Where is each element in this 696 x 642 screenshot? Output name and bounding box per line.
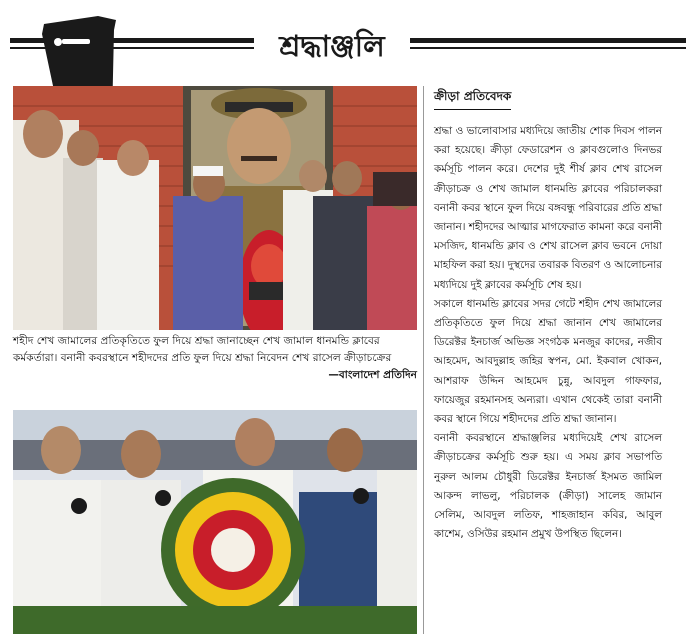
article-paragraph: শ্রদ্ধা ও ভালোবাসার মধ্যদিয়ে জাতীয় শোক দিবস পালন করা হয়েছে। ক্রীড়া ফেডারেশন ও ক্লাবগুলোও দিনভর কর্মসূচি পালন করে। দেশের দুই শীর্ষ ক্লাব শেখ রাসেল ক্রীড়াচক্র ও শেখ জামাল ধানমন্ডি ক্লাবের পরিচালকরা বনানী কবর স্থানে ফুল দিয়ে বঙ্গবন্ধু পরিবারের প্রতি শ্রদ্ধা জানান। শহীদদের আত্মার মাগফেরাত কামনা করে বনানী মসজিদ, ধানমন্ডি ক্লাব ও শেখ রাসেল ক্লাব ভবনে দোয়া মাহফিল করা হয়। দুস্থদের তবারক বিতরণ ও আলোচনার মধ্যদিয়ে দুই ক্লাবের কর্মসূচি শেষ হয়।: [434, 125, 663, 291]
photo-wreath-tribute-art: [13, 410, 417, 634]
article-paragraph: সকালে ধানমন্ডি ক্লাবের সদর গেটে শহীদ শেখ জামালের প্রতিকৃতিতে ফুল দিয়ে শ্রদ্ধা জানান শেখ জামালের ডিরেক্টর ইনচার্জ অভিজ্ঞ সংগঠক মনজুর কাদের, নজীব আহমেদ, আবদুল্লাহ জহির স্বপন, মো. ইকবাল খোকন, আশরাফ উদ্দিন আহমেদ চুন্নু, আবদুল গাফফার, ফায়েজুর রহমানসহ অন্যরা। এখান থেকেই তারা বনানী কবর স্থানে গিয়ে শহীদদের প্রতি শ্রদ্ধা জানান।: [434, 297, 662, 426]
page-heading: শ্রদ্ধাঞ্জলি: [279, 29, 385, 63]
photo1-caption: [13, 333, 417, 384]
photo-portrait-tribute: [13, 86, 417, 330]
banner-rule-right-top: [410, 38, 686, 43]
article-byline: ক্রীড়া প্রতিবেদক: [434, 88, 511, 110]
article-paragraph: বনানী কবরস্থানে শ্রদ্ধাঞ্জলির মধ্যদিয়েই শেখ রাসেল ক্রীড়াচক্রের কর্মসূচি শুরু হয়। এ সময় ক্লাব সভাপতি নুরুল আলম চৌধুরী ডিরেক্টর ইনচার্জ ইসমত জামিল আকন্দ লাভলু, পরিচালক (ক্রীড়া) সালেহ জামান সেলিম, আবদুল লতিফ, শাহজাহান কবির, আবুল কাশেম, ওসিউর রহমান প্রমুখ উপস্থিত ছিলেন।: [434, 432, 662, 541]
photo1-caption-text: শহীদ শেখ জামালের প্রতিকৃতিতে ফুল দিয়ে শ্রদ্ধা জানাচ্ছেন শেখ জামাল ধানমন্ডি ক্লাবের কর্মকর্তারা। বনানী কবরস্থানে শহীদদের প্রতি ফুল দিয়ে শ্রদ্ধা নিবেদন শেখ রাসেল ক্রীড়াচক্রের: [13, 335, 392, 364]
article-body: [434, 122, 662, 544]
column-divider: [423, 86, 424, 634]
photo-wreath-tribute: [13, 410, 417, 634]
banner-rule-right-bottom: [410, 47, 686, 49]
photo-portrait-tribute-art: [13, 86, 417, 330]
photo1-credit: —বাংলাদেশ প্রতিদিন: [328, 369, 417, 381]
